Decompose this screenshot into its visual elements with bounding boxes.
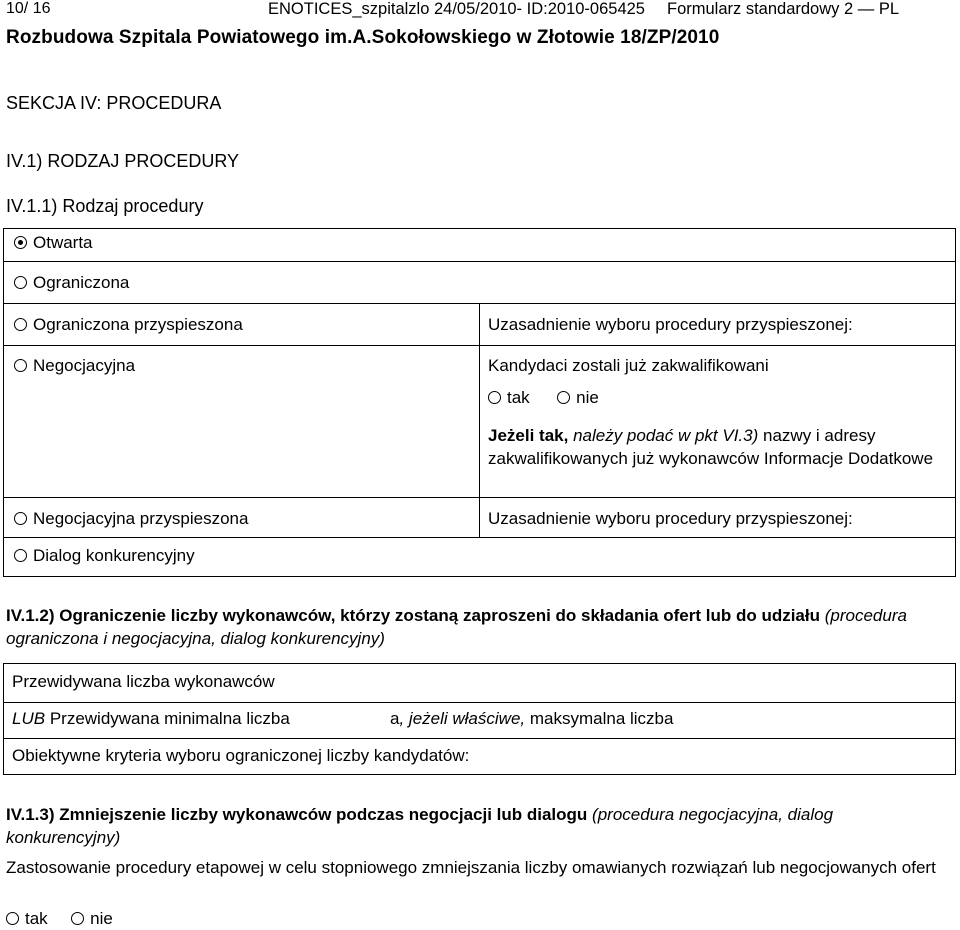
option-label: Ograniczona bbox=[33, 273, 130, 292]
justification-label-2: Uzasadnienie wyboru procedury przyspieszonej: bbox=[488, 509, 853, 528]
page-number: 10/ 16 bbox=[6, 0, 51, 17]
option-ograniczona[interactable] bbox=[14, 273, 129, 293]
a-label: a bbox=[390, 709, 400, 728]
iv13-heading-bold: IV.1.3) Zmniejszenie liczby wykonawców podczas negocjacji lub dialogu bbox=[6, 805, 588, 824]
no-label: nie bbox=[90, 909, 113, 928]
radio-icon[interactable] bbox=[14, 512, 27, 525]
radio-icon[interactable] bbox=[71, 912, 84, 925]
radio-icon[interactable] bbox=[6, 912, 19, 925]
if-yes-rest: nazwy i adresy zakwalifikowanych już wykonawców Informacje Dodatkowe bbox=[488, 426, 934, 468]
document-id: ENOTICES_szpitalzlo 24/05/2010- ID:2010-065425 bbox=[268, 0, 645, 18]
row-divider bbox=[3, 702, 956, 703]
expected-count-label: Przewidywana liczba wykonawców bbox=[12, 672, 275, 691]
iv12-heading-italic: (procedura ograniczona i negocjacyjna, dialog konkurencyjny) bbox=[6, 606, 907, 648]
radio-icon[interactable] bbox=[14, 359, 27, 372]
section-heading: SEKCJA IV: PROCEDURA bbox=[6, 93, 222, 113]
candidates-label: Kandydaci zostali już zakwalifikowani bbox=[488, 356, 769, 375]
candidates-yes-no bbox=[488, 388, 599, 408]
iv13-heading bbox=[6, 803, 946, 849]
iv13-text: Zastosowanie procedury etapowej w celu stopniowego zmniejszania liczby omawianych rozwiązań lub negocjowanych ofert bbox=[6, 858, 936, 877]
option-negocjacyjna[interactable] bbox=[14, 356, 135, 376]
iv13-yes-no bbox=[6, 909, 113, 929]
iv13-no-option[interactable] bbox=[71, 909, 113, 928]
option-otwarta[interactable] bbox=[14, 233, 93, 253]
option-ograniczona-przyspieszona[interactable] bbox=[14, 315, 243, 335]
candidates-no-option[interactable] bbox=[557, 388, 599, 407]
document-title: Rozbudowa Szpitala Powiatowego im.A.Sokołowskiego w Złotowie 18/ZP/2010 bbox=[6, 27, 720, 48]
radio-icon[interactable] bbox=[14, 276, 27, 289]
radio-icon[interactable] bbox=[14, 318, 27, 331]
candidates-yes-option[interactable] bbox=[488, 388, 530, 407]
if-applicable-label: , jeżeli właściwe, bbox=[399, 709, 526, 728]
iv12-heading bbox=[6, 604, 946, 650]
yes-label: tak bbox=[507, 388, 530, 407]
if-yes-italic: należy podać w pkt VI.3) bbox=[573, 426, 759, 445]
option-label: Ograniczona przyspieszona bbox=[33, 315, 243, 334]
max-row bbox=[390, 709, 673, 729]
if-yes-note bbox=[488, 424, 948, 470]
if-yes-bold: Jeżeli tak, bbox=[488, 426, 569, 445]
option-label: Otwarta bbox=[33, 233, 93, 252]
option-label: Dialog konkurencyjny bbox=[33, 546, 195, 565]
column-divider bbox=[479, 303, 480, 537]
option-label: Negocjacyjna przyspieszona bbox=[33, 509, 249, 528]
min-max-row bbox=[12, 709, 290, 729]
max-label: maksymalna liczba bbox=[529, 709, 674, 728]
radio-checked-icon[interactable] bbox=[14, 236, 27, 249]
form-name: Formularz standardowy 2 — PL bbox=[667, 0, 900, 18]
row-divider bbox=[3, 738, 956, 739]
criteria-label: Obiektywne kryteria wyboru ograniczonej liczby kandydatów: bbox=[12, 746, 470, 765]
iv12-heading-bold: IV.1.2) Ograniczenie liczby wykonawców, którzy zostaną zaproszeni do składania ofert lub do udziału bbox=[6, 606, 820, 625]
iv13-yes-option[interactable] bbox=[6, 909, 48, 928]
option-label: Negocjacyjna bbox=[33, 356, 136, 375]
row-divider bbox=[3, 537, 956, 538]
radio-icon[interactable] bbox=[488, 391, 501, 404]
justification-label: Uzasadnienie wyboru procedury przyspieszonej: bbox=[488, 315, 853, 334]
yes-label: tak bbox=[25, 909, 48, 928]
subsection-heading: IV.1) RODZAJ PROCEDURY bbox=[6, 151, 240, 171]
subsubsection-heading: IV.1.1) Rodzaj procedury bbox=[6, 196, 204, 216]
radio-icon[interactable] bbox=[557, 391, 570, 404]
iv13-heading-italic: (procedura negocjacyjna, dialog konkurencyjny) bbox=[6, 805, 834, 847]
no-label: nie bbox=[576, 388, 599, 407]
row-divider bbox=[3, 261, 956, 262]
min-label: Przewidywana minimalna liczba bbox=[49, 709, 290, 728]
lub-label: LUB bbox=[12, 709, 46, 728]
option-negocjacyjna-przyspieszona[interactable] bbox=[14, 509, 248, 529]
option-dialog-konkurencyjny[interactable] bbox=[14, 546, 195, 566]
radio-icon[interactable] bbox=[14, 549, 27, 562]
